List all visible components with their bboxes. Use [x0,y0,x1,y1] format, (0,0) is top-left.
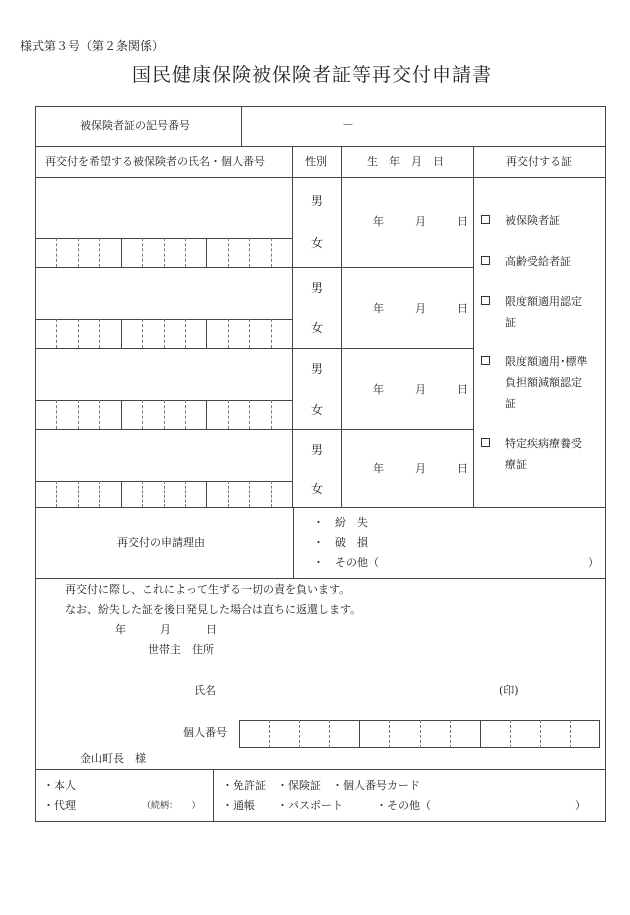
application-day: 日 [206,623,217,636]
cert-label-5b: 療証 [505,458,527,471]
personal-number-digit-divider [185,319,186,348]
personal-number-label: 個人番号 [183,726,227,739]
householder-name-label: 氏名 [194,684,216,697]
cert-label-5: 特定疾病療養受 [505,437,582,450]
personal-number-digit-divider [206,319,207,348]
birth-year-1: 年 [373,215,384,228]
reason-option-damaged[interactable]: ・ 破 損 [313,536,368,549]
addressee: 金山町長 様 [80,752,146,765]
sex-male-1[interactable]: 男 [311,194,324,208]
sex-male-3[interactable]: 男 [311,362,324,376]
personal-number-digit-divider [570,720,571,748]
personal-number-digit-divider [164,400,165,429]
birth-month-3: 月 [415,383,426,396]
symbol-number-label: 被保険者証の記号番号 [80,119,190,132]
personal-number-digit-divider [121,319,122,348]
personal-number-digit-divider [164,238,165,267]
personal-number-digit-divider [480,720,481,748]
personal-number-digit-divider [56,400,57,429]
reason-other-close: ） [588,556,599,569]
birth-column-header: 生 年 月 日 [367,155,444,168]
personal-number-digit-divider [99,319,100,348]
id-document-options-1[interactable]: ・免許証 ・保険証 ・個人番号カード [222,779,420,792]
personal-number-digit-divider [249,400,250,429]
personal-number-digit-divider [271,238,272,267]
birth-year-4: 年 [373,462,384,475]
personal-number-digit-divider [99,481,100,507]
personal-number-digit-divider [164,319,165,348]
personal-number-digit-divider [185,481,186,507]
personal-number-digit-divider [142,481,143,507]
personal-number-digit-divider [206,481,207,507]
cert-checkbox-3[interactable] [481,296,490,305]
cert-label-3: 限度額適用認定 [505,295,582,308]
sex-female-1[interactable]: 女 [311,236,324,250]
personal-number-digit-divider [99,238,100,267]
personal-number-digit-divider [185,400,186,429]
sex-female-3[interactable]: 女 [311,403,324,417]
personal-number-digit-divider [249,238,250,267]
cert-checkbox-5[interactable] [481,438,490,447]
birth-month-2: 月 [415,302,426,315]
personal-number-digit-divider [228,400,229,429]
reason-label: 再交付の申請理由 [117,536,205,549]
name-column-header: 再交付を希望する被保険者の氏名・個人番号 [45,155,265,168]
personal-number-digit-divider [420,720,421,748]
personal-number-digit-divider [228,481,229,507]
personal-number-digit-divider [121,238,122,267]
birth-year-3: 年 [373,383,384,396]
applicant-agent-option[interactable]: ・代理 [43,799,76,812]
householder-address-label: 世帯主 住所 [148,643,214,656]
personal-number-digit-divider [329,720,330,748]
personal-number-digit-divider [121,481,122,507]
personal-number-digit-divider [78,400,79,429]
birth-year-2: 年 [373,302,384,315]
page-title: 国民健康保険被保険者証等再交付申請書 [132,64,493,86]
personal-number-digit-divider [56,238,57,267]
cert-checkbox-2[interactable] [481,256,490,265]
sex-male-2[interactable]: 男 [311,281,324,295]
reason-option-lost[interactable]: ・ 紛 失 [313,516,368,529]
personal-number-digit-divider [269,720,270,748]
cert-label-1: 被保険者証 [505,214,560,227]
seal-mark: (印) [499,684,519,697]
personal-number-digit-divider [99,400,100,429]
personal-number-digit-divider [271,400,272,429]
personal-number-digit-divider [206,238,207,267]
id-document-options-2[interactable]: ・通帳 ・パスポート [222,799,343,812]
application-month: 月 [160,623,171,636]
cert-column-header: 再交付する証 [506,155,572,168]
personal-number-digit-divider [249,481,250,507]
personal-number-digit-divider [142,400,143,429]
cert-checkbox-4[interactable] [481,356,490,365]
applicant-name-field-4[interactable] [36,430,292,481]
personal-number-digit-divider [271,319,272,348]
personal-number-digit-divider [121,400,122,429]
personal-number-digit-divider [185,238,186,267]
birth-day-2: 日 [457,302,468,315]
cert-checkbox-1[interactable] [481,215,490,224]
personal-number-digit-divider [510,720,511,748]
personal-number-digit-divider [78,481,79,507]
sex-female-4[interactable]: 女 [311,482,324,496]
personal-number-digit-divider [228,319,229,348]
personal-number-digit-divider [271,481,272,507]
personal-number-digit-divider [450,720,451,748]
sex-female-2[interactable]: 女 [311,321,324,335]
declaration-line-1: 再交付に際し、これによって生ずる一切の責を負います。 [65,583,351,596]
cert-label-4b: 負担額減額認定 [505,376,582,389]
birth-day-3: 日 [457,383,468,396]
applicant-name-field-2[interactable] [36,268,292,319]
personal-number-digit-divider [164,481,165,507]
householder-name-field[interactable] [225,680,485,700]
agent-relation: （続柄： ） [142,801,201,811]
applicant-name-field-3[interactable] [36,349,292,400]
cert-label-3b: 証 [505,316,516,329]
form-number: 様式第３号（第２条関係） [20,39,165,53]
personal-number-digit-divider [56,319,57,348]
personal-number-digit-divider [206,400,207,429]
cert-label-4c: 証 [505,397,516,410]
personal-number-digit-divider [142,319,143,348]
birth-month-1: 月 [415,215,426,228]
sex-column-header: 性別 [305,155,327,168]
applicant-self-option[interactable]: ・本人 [43,779,76,792]
id-document-other[interactable]: ・その他（ [376,799,431,812]
personal-number-digit-divider [540,720,541,748]
sex-male-4[interactable]: 男 [311,443,324,457]
birth-month-4: 月 [415,462,426,475]
personal-number-digit-divider [389,720,390,748]
personal-number-digit-divider [249,319,250,348]
householder-address-field[interactable] [225,640,595,660]
reason-option-other[interactable]: ・ その他（ [313,556,379,569]
personal-number-digit-divider [299,720,300,748]
cert-label-4: 限度額適用･標準 [505,355,588,368]
birth-day-1: 日 [457,215,468,228]
personal-number-digit-divider [142,238,143,267]
personal-number-digit-divider [56,481,57,507]
birth-day-4: 日 [457,462,468,475]
symbol-number-field[interactable]: － [342,118,355,132]
personal-number-digit-divider [359,720,360,748]
personal-number-digit-divider [228,238,229,267]
application-year: 年 [115,623,126,636]
id-document-other-close: ） [575,799,586,812]
personal-number-digit-divider [78,238,79,267]
declaration-line-2: なお、紛失した証を後日発見した場合は直ちに返還します。 [65,603,362,616]
cert-label-2: 高齢受給者証 [505,255,571,268]
applicant-name-field-1[interactable] [36,178,292,238]
personal-number-digit-divider [78,319,79,348]
